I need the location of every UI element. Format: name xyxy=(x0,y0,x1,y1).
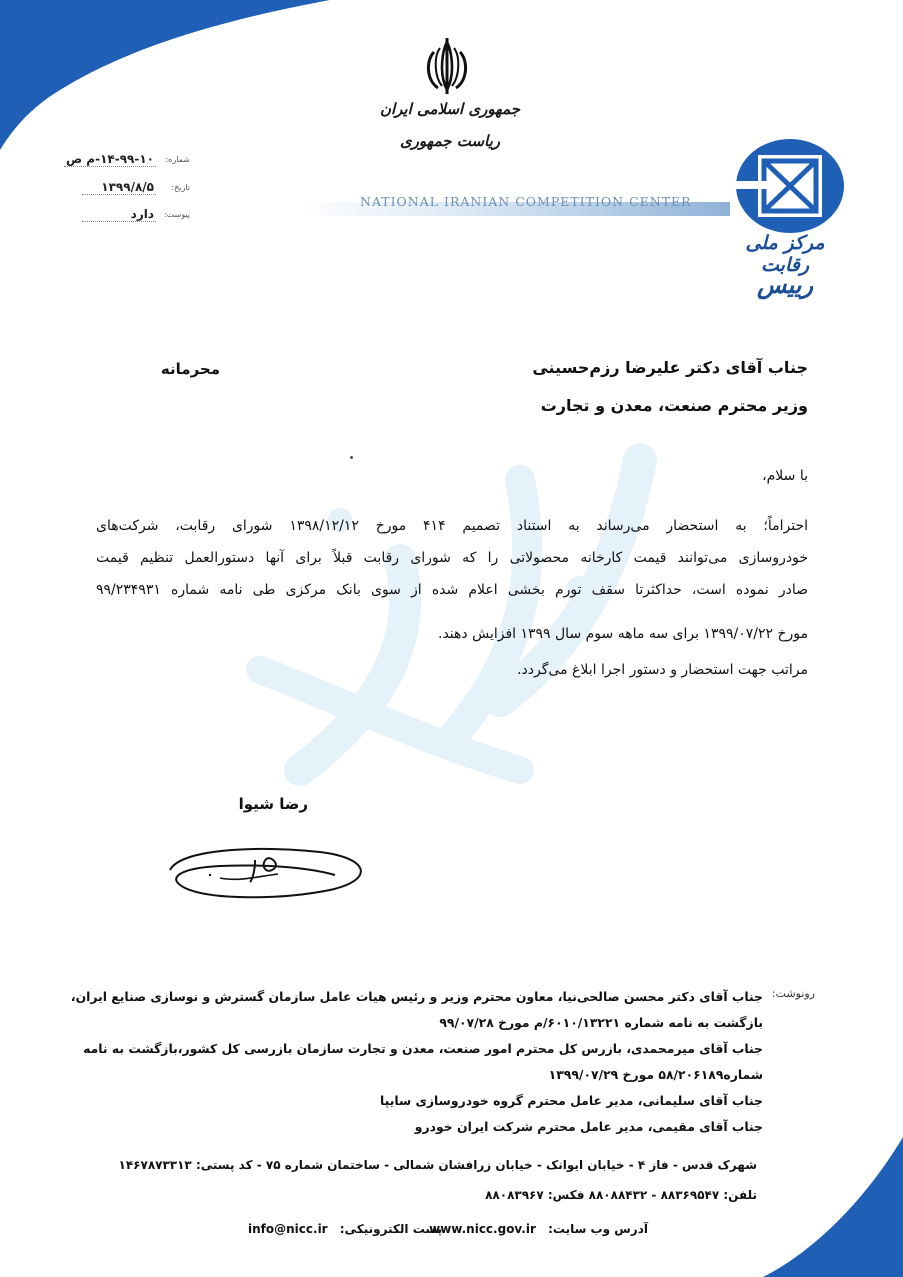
org-english-name: NATIONAL IRANIAN COMPETITION CENTER xyxy=(360,194,692,209)
footer-email xyxy=(248,1222,442,1236)
gov-line2: ریاست جمهوری xyxy=(399,132,501,150)
footer-website xyxy=(429,1222,648,1236)
email-label: پست الکترونیکی: xyxy=(339,1222,443,1236)
body-line: صادر نموده است، حداکثرتا سقف تورم بخشی اعلام شده از سوی بانک مرکزی طی نامه شماره ۹۹/۲۳۴۹۳۱ xyxy=(96,582,808,598)
email-link[interactable]: info@nicc.ir xyxy=(248,1222,328,1236)
gov-line1: جمهوری اسلامی ایران xyxy=(379,100,521,118)
website-label: آدرس وب سایت: xyxy=(548,1222,648,1236)
addressee-name: جناب آقای دکتر علیرضا رزم‌حسینی xyxy=(532,358,808,377)
signatory-name: رضا شیوا xyxy=(238,795,308,813)
ref-number-row xyxy=(55,152,190,170)
ref-attachment-value: دارد xyxy=(82,207,156,222)
addressee-title: وزیر محترم صنعت، معدن و تجارت xyxy=(540,396,808,415)
body-line: مورخ ۱۳۹۹/۰۷/۲۲ برای سه ماهه سوم سال ۱۳۹۹ افزایش دهند. xyxy=(438,626,808,642)
body-line: احتراماً؛ به استحضار می‌رساند به استناد تصمیم ۴۱۴ مورخ ۱۳۹۸/۱۲/۱۲ شورای رقابت، شرکت‌های xyxy=(96,518,809,534)
corner-swoosh-bottom-right xyxy=(763,1137,903,1277)
ref-date-value: ۱۳۹۹/۸/۵ xyxy=(82,180,156,195)
stray-dot xyxy=(350,456,353,459)
ref-attachment-row xyxy=(55,207,190,225)
cc-line: جناب آقای دکتر محسن صالحی‌نیا، معاون محترم وزیر و رئیس هیات عامل سازمان گسترش و نوسازی صنایع ایران، xyxy=(70,989,763,1004)
footer-address: شهرک قدس - فاز ۴ - خیابان ایوانک - خیابان زرافشان شمالی - ساختمان شماره ۷۵ - کد پستی: ۱۴۶۷۸۷۳۳۱۳ xyxy=(118,1158,757,1172)
cc-line: جناب آقای سلیمانی، مدیر عامل محترم گروه خودروسازی سایپا xyxy=(380,1093,763,1108)
closing-line: مراتب جهت استحضار و دستور اجرا ابلاغ می‌گردد. xyxy=(517,662,808,678)
footer-phones: تلفن: ۸۸۳۶۹۵۴۷ - ۸۸۰۸۸۴۳۲ فکس: ۸۸۰۸۳۹۶۷ xyxy=(485,1188,757,1202)
cc-line: شماره۵۸/۲۰۶۱۸۹ مورخ ۱۳۹۹/۰۷/۲۹ xyxy=(548,1067,763,1082)
nicc-logo-icon xyxy=(730,137,845,235)
cc-label: رونوشت: xyxy=(771,987,815,1000)
iran-emblem-icon xyxy=(422,38,472,96)
cc-line: جناب آقای مقیمی، مدیر عامل محترم شرکت ایران خودرو xyxy=(414,1119,763,1134)
logo-title: مرکز ملی رقابت xyxy=(745,232,825,276)
ref-date-label: تاریخ: xyxy=(171,183,190,192)
handwritten-signature xyxy=(160,830,380,910)
logo-subtitle: رییس xyxy=(756,270,814,299)
classification-label: محرمانه xyxy=(160,360,220,378)
website-link[interactable]: www.nicc.gov.ir xyxy=(429,1222,536,1236)
corner-swoosh-top-left xyxy=(0,0,330,150)
ref-number-label: شماره: xyxy=(165,155,190,164)
cc-line: بازگشت به نامه شماره ۶۰۱۰/۱۳۲۲۱/م مورخ ۹۹/۰۷/۲۸ xyxy=(439,1015,763,1030)
cc-line: جناب آقای میرمحمدی، بازرس کل محترم امور صنعت، معدن و تجارت سازمان بازرسی کل کشور،بازگشت به نامه xyxy=(83,1041,763,1056)
ref-date-row xyxy=(55,180,190,198)
greeting: با سلام، xyxy=(762,468,808,484)
body-line: خودروسازی می‌توانند قیمت کارخانه محصولاتی را که شورای رقابت قبلاً برای آنها دستورالعمل تنظیم قیمت xyxy=(96,550,808,566)
ref-number-value: ۱۴-۹۹-۱۰-م ص xyxy=(65,152,154,166)
ref-attachment-label: پیوست: xyxy=(163,210,190,219)
